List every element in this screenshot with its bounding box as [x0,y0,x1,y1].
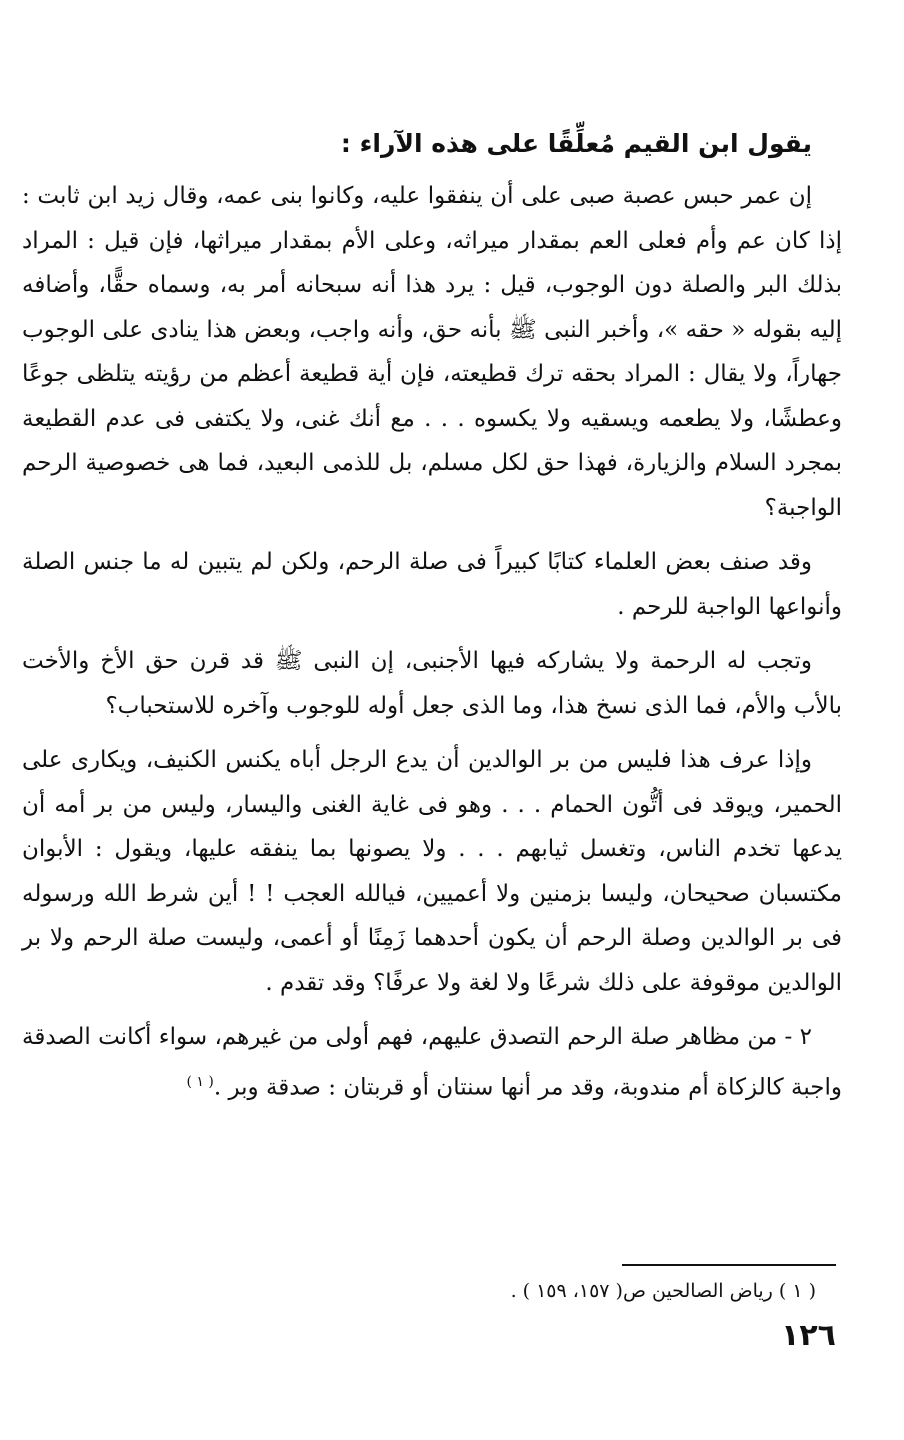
footnote: ( ١ ) رياض الصالحين ص( ١٥٧، ١٥٩ ) . [510,1280,816,1302]
page-body [22,118,842,1120]
page-number: ١٢٦ [781,1318,836,1353]
paragraph-1: إن عمر حبس عصبة صبى على أن ينفقوا عليه، وكانوا بنى عمه، وقال زيد ابن ثابت : إذا كان عم وأم فعلى العم بمقدار ميراثه، وعلى الأم بمقدار ميراثها، فإن قيل : المراد بذلك البر والصلة دون الوجوب، قيل : يرد هذا أنه سبحانه أمر به، وسماه حقًّا، وأضافه إليه بقوله « حقه »، وأخبر النبى ﷺ بأنه حق، وأنه واجب، وبعض هذا ينادى على الوجوب جهاراً، ولا يقال : المراد بحقه ترك قطيعته، فإن أية قطيعة أعظم من رؤيته يتلظى جوعًا وعطشًا، ولا يطعمه ويسقيه ولا يكسوه . . . مع أنك غنى، ولا يكتفى فى عدم القطيعة بمجرد السلام والزيارة، فهذا حق لكل مسلم، بل للذمى البعيد، فما هى خصوصية الرحم الواجبة؟ [22,183,842,521]
footnote-divider [622,1264,836,1266]
section-heading: يقول ابن القيم مُعلِّقًا على هذه الآراء : [340,129,812,158]
paragraph-4: وإذا عرف هذا فليس من بر الوالدين أن يدع الرجل أباه يكنس الكنيف، ويكارى على الحمير، ويوقد فى أتُّون الحمام . . . وهو فى غاية الغنى واليسار، وليس من بر أمه أن يدعها تخدم الناس، وتغسل ثيابهم . . . ولا يصونها بما ينفقه عليها، ويقول : الأبوان مكتسبان صحيحان، وليسا بزمنين ولا أعميين، فيالله العجب ! ! أين شرط الله ورسوله فى بر الوالدين وصلة الرحم أن يكون أحدهما زَمِنًا أو أعمى، وليست صلة الرحم ولا بر الوالدين موقوفة على ذلك شرعًا ولا لغة ولا عرفًا؟ وقد تقدم . [22,747,842,996]
paragraph-5-text: ٢ - من مظاهر صلة الرحم التصدق عليهم، فهم أولى من غيرهم، سواء أكانت الصدقة واجبة كالزكاة أم مندوبة، وقد مر أنها سنتان أو قربتان : صدقة وبر . [22,1024,842,1101]
paragraph-5 [22,1015,842,1110]
paragraph-3: وتجب له الرحمة ولا يشاركه فيها الأجنبى، إن النبى ﷺ قد قرن حق الأخ والأخت بالأب والأم، فما الذى نسخ هذا، وما الذى جعل أوله للوجوب وآخره للاستحباب؟ [22,648,842,719]
footnote-reference: ( ١ ) [186,1073,214,1090]
paragraph-2: وقد صنف بعض العلماء كتابًا كبيراً فى صلة الرحم، ولكن لم يتبين له ما جنس الصلة وأنواعها الواجبة للرحم . [22,549,842,620]
